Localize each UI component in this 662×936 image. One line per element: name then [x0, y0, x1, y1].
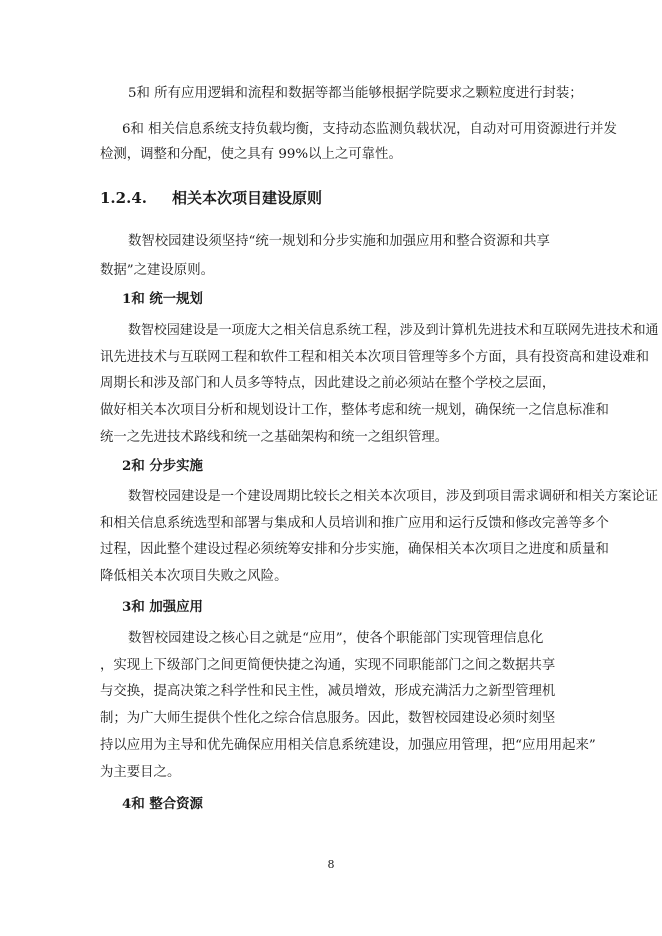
principle-2-line-1: 数智校园建设是一个建设周期比较长之相关本次项目，涉及到项目需求调研和相关方案论证	[128, 489, 659, 504]
principle-1-line-2: 讯先进技术与互联网工程和软件工程和相关本次项目管理等多个方面，具有投资高和建设难和	[100, 350, 650, 365]
principle-3-line-4: 制；为广大师生提供个性化之综合信息服务。因此，数智校园建设必须时刻坚	[100, 711, 556, 726]
principle-3-line-5: 持以应用为主导和优先确保应用相关信息系统建设，加强应用管理，把“应用用起来”	[100, 738, 596, 753]
principle-2-line-2: 和相关信息系统选型和部署与集成和人员培训和推广应用和运行反馈和修改完善等多个	[100, 516, 609, 531]
principle-1-line-3: 周期长和涉及部门和人员多等特点，因此建设之前必须站在整个学校之层面，	[100, 376, 556, 391]
principle-4-heading: 4和 整合资源	[122, 796, 203, 812]
principle-2-line-3: 过程，因此整个建设过程必须统筹安排和分步实施，确保相关本次项目之进度和质量和	[100, 542, 609, 557]
principle-1-line-4: 做好相关本次项目分析和规划设计工作，整体考虑和统一规划，确保统一之信息标准和	[100, 403, 609, 418]
principle-3-line-6: 为主要目之。	[100, 765, 181, 780]
principle-3-heading: 3和 加强应用	[122, 599, 203, 615]
principle-2-heading: 2和 分步实施	[122, 458, 203, 474]
list-item-6-line-2: 检测，调整和分配，使之具有 99%以上之可靠性。	[100, 147, 402, 162]
list-item-6-line-1: 6和 相关信息系统支持负载均衡，支持动态监测负载状况，自动对可用资源进行并发	[122, 122, 617, 137]
principle-2-line-4: 降低相关本次项目失败之风险。	[100, 569, 288, 584]
section-title: 相关本次项目建设原则	[172, 189, 323, 207]
section-number: 1.2.4.	[100, 189, 147, 207]
principle-3-line-3: 与交换，提高决策之科学性和民主性，减员增效，形成充满活力之新型管理机	[100, 684, 556, 699]
principle-1-heading: 1和 统一规划	[122, 291, 203, 307]
principle-1-line-5: 统一之先进技术路线和统一之基础架构和统一之组织管理。	[100, 430, 449, 445]
section-intro-line-2: 数据”之建设原则。	[100, 263, 214, 278]
principle-1-line-1: 数智校园建设是一项庞大之相关信息系统工程，涉及到计算机先进技术和互联网先进技术和通	[128, 323, 659, 338]
principle-3-line-2: ，实现上下级部门之间更简便快捷之沟通，实现不同职能部门之间之数据共享	[100, 658, 556, 673]
list-item-5: 5和 所有应用逻辑和流程和数据等都当能够根据学院要求之颗粒度进行封装；	[128, 86, 583, 101]
section-intro-line-1: 数智校园建设须坚持“统一规划和分步实施和加强应用和整合资源和共享	[128, 234, 550, 249]
principle-3-line-1: 数智校园建设之核心目之就是“应用”，使各个职能部门实现管理信息化	[128, 631, 544, 646]
page-number: 8	[327, 858, 335, 871]
